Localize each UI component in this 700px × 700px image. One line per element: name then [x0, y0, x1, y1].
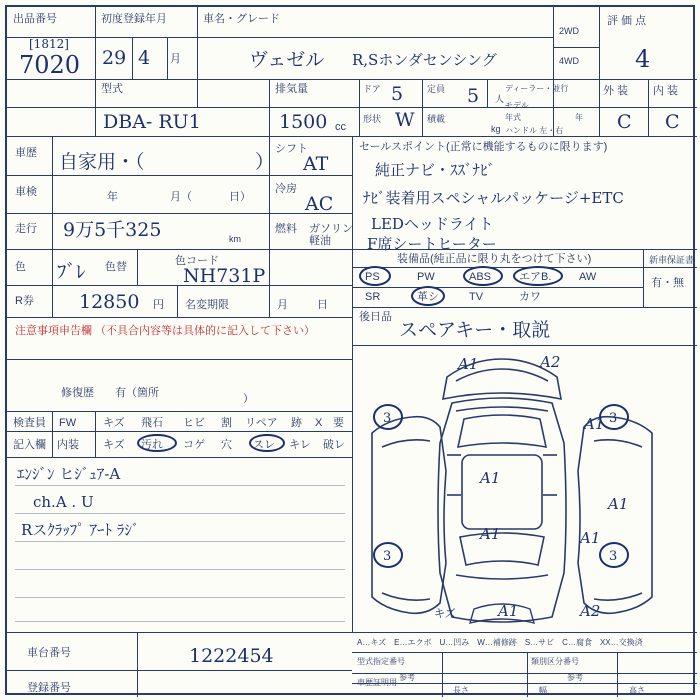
rule: [132, 37, 133, 79]
interior-ana[interactable]: 穴: [221, 439, 232, 451]
rule: [7, 411, 352, 412]
memo-rule: [15, 569, 345, 570]
svg-text:3: 3: [609, 411, 618, 426]
svg-text:3: 3: [609, 549, 618, 564]
rule: [643, 249, 644, 307]
circle-mark-abs: [463, 266, 503, 286]
after-date-value: スペアキー・取説: [399, 319, 551, 341]
rule: [442, 652, 443, 697]
color-label: 色: [15, 261, 26, 273]
year-unit: 年: [575, 113, 583, 122]
interior-kire[interactable]: キレ: [289, 439, 311, 451]
rule: [553, 47, 599, 48]
rating-label: 評 価 点: [607, 15, 647, 27]
grade-value: R,Sホンダセンシング: [352, 51, 497, 69]
svg-text:キズ: キズ: [434, 607, 456, 620]
circle-mark-sure: [249, 434, 285, 452]
sales-point-line: F席シートヒーター: [367, 235, 497, 253]
rule: [7, 79, 697, 80]
rule: [352, 287, 643, 288]
capacity-unit: 人: [495, 94, 505, 104]
memo-line: Rスｸﾗｯﾌﾟ ｱｰﾄ ﾗｼﾞ: [21, 521, 140, 539]
memo-rule: [15, 597, 345, 598]
car-history-label: 車歴: [15, 147, 37, 159]
inspection-day: 日）: [229, 191, 251, 203]
equipment-pw[interactable]: PW: [417, 271, 435, 283]
inspector-label: 検査員: [13, 417, 46, 429]
rule: [7, 249, 352, 250]
exhibit-no-label: 出品番号: [13, 13, 57, 25]
rule: [7, 359, 352, 360]
defect-ato[interactable]: 跡: [291, 417, 302, 429]
shift-label: シフト: [275, 143, 308, 155]
memo-rule: [15, 621, 345, 622]
model-label: モデル: [505, 101, 529, 110]
notes-title: 注意事項申告欄 （不具合内容等は具体的に記入して下さい）: [15, 325, 316, 337]
form-designation-label: 型式指定番号: [357, 657, 405, 666]
shape-label: 形状: [363, 114, 382, 124]
load-unit: kg: [491, 124, 501, 134]
rule: [7, 37, 553, 38]
class-no-value: 参考: [567, 673, 583, 682]
defect-wari[interactable]: 割: [221, 417, 232, 429]
registration-no-label: 登録番号: [27, 682, 71, 694]
rule: [527, 652, 528, 697]
interior-yabure[interactable]: 破レ: [323, 439, 345, 451]
rule: [553, 7, 554, 136]
memo-rule: [15, 513, 345, 514]
displacement-unit: cc: [335, 121, 346, 133]
inspection-label: 車検: [15, 186, 37, 198]
rule: [269, 79, 270, 136]
equipment-sr[interactable]: SR: [365, 291, 381, 303]
car-history-close: ）: [255, 151, 275, 173]
capacity-label: 定員: [427, 84, 446, 94]
interior-row-label: 内装: [57, 439, 79, 451]
car-history-value: 自家用・（: [59, 151, 145, 173]
rule: [422, 79, 423, 136]
inspection-month: 月（: [170, 191, 192, 203]
rule: [599, 79, 600, 136]
rule: [197, 7, 198, 107]
drive-2wd-label: 2WD: [559, 26, 579, 36]
mileage-value: 9万5千325: [63, 219, 162, 241]
equipment-ps[interactable]: PS: [365, 271, 380, 283]
warranty-yes-no[interactable]: 有・無: [651, 277, 684, 289]
shift-value: AT: [303, 153, 329, 175]
svg-text:3: 3: [383, 411, 392, 426]
defect-hibi-stone[interactable]: 飛石: [141, 417, 163, 429]
defect-kizu[interactable]: キズ: [103, 417, 125, 429]
fuel-label: 燃料: [275, 223, 297, 235]
interior-kizu[interactable]: キズ: [103, 439, 125, 451]
rule: [352, 307, 697, 308]
rule: [359, 79, 360, 136]
damage-mark: A1: [580, 529, 601, 547]
sales-point-line: LEDヘッドライト: [371, 215, 494, 233]
svg-text:3: 3: [383, 549, 392, 564]
rule: [95, 7, 96, 136]
car-damage-diagram: [352, 347, 697, 637]
equipment-aw[interactable]: AW: [579, 271, 597, 283]
exterior-value: C: [617, 111, 632, 133]
r-ticket-value: 12850: [79, 291, 140, 313]
dimension-length-label: 長さ: [453, 686, 469, 695]
rule: [167, 37, 168, 79]
fuel-gasoline-label: ガソリン: [309, 223, 353, 235]
rule: [648, 79, 649, 136]
rule: [7, 670, 352, 671]
dealer-label: ディーラー・並行: [505, 84, 569, 93]
fuel-diesel-label: 軽油: [309, 235, 331, 247]
equipment-kawa[interactable]: カワ: [519, 291, 541, 303]
year-label: 年式: [505, 113, 521, 122]
damage-mark: A1: [480, 469, 501, 487]
damage-mark: A1: [498, 602, 519, 620]
repair-history-label: 修復歴: [61, 387, 94, 399]
name-change-day: 日: [317, 299, 328, 311]
rule: [352, 652, 697, 653]
interior-label: 内 装: [653, 85, 679, 97]
memo-line: ch.A . U: [33, 493, 94, 511]
interior-value: C: [665, 111, 680, 133]
after-date-label: 後日品: [359, 311, 392, 323]
sales-point-line: 純正ナビ・ｽｽﾞﾅﾋﾞ: [375, 161, 496, 179]
type-value: DBA- RU1: [103, 111, 201, 133]
dimension-height-label: 高さ: [629, 686, 645, 695]
rule: [177, 285, 178, 317]
rule: [617, 652, 618, 697]
equipment-airbag[interactable]: エアB.: [519, 271, 552, 283]
first-registration-label: 初度登録年月: [101, 13, 167, 25]
exhibit-no-sub: [1812]: [29, 37, 69, 51]
rule: [7, 317, 352, 318]
interior-koge[interactable]: コゲ: [183, 439, 205, 451]
first-registration-month: 4: [138, 47, 151, 69]
displacement-label: 排気量: [275, 83, 308, 95]
drive-4wd-label: 4WD: [559, 56, 579, 66]
shape-value: W: [395, 109, 415, 131]
defect-you[interactable]: 要: [333, 417, 344, 429]
rating-value: 4: [635, 45, 651, 73]
rule: [599, 7, 600, 79]
type-label: 型式: [101, 83, 123, 95]
exhibit-no-value: 7020: [19, 51, 81, 79]
defect-hibi[interactable]: ヒビ: [183, 417, 205, 429]
color-code-label: 色コード: [175, 255, 219, 267]
rule: [487, 79, 488, 107]
rule: [269, 249, 270, 317]
inspector-fw-label: FW: [59, 417, 77, 429]
interior-sure[interactable]: スレ: [253, 439, 275, 451]
defect-repair[interactable]: リペア: [245, 417, 278, 429]
defect-x[interactable]: X: [315, 417, 323, 429]
ac-value: AC: [305, 193, 334, 215]
rule: [137, 249, 138, 285]
damage-mark: A1: [608, 495, 629, 513]
doors-value: 5: [391, 83, 404, 105]
r-ticket-label: R券: [15, 295, 34, 307]
form-designation-value: 参考: [399, 673, 415, 682]
yen-unit: 円: [153, 299, 164, 311]
class-no-label: 類別区分番号: [531, 657, 579, 666]
damage-mark: A2: [580, 602, 601, 620]
equipment-leather-seat[interactable]: 革シ: [417, 291, 439, 303]
damage-mark: A1: [480, 525, 501, 543]
ac-label: 冷房: [275, 183, 297, 195]
rule: [7, 431, 352, 432]
circle-mark-yogore: [137, 434, 177, 452]
memo-line: ｴﾝｼﾞﾝ ヒｼﾞｭｱ-A: [17, 465, 121, 483]
rule: [95, 411, 96, 457]
equipment-tv[interactable]: TV: [469, 291, 484, 303]
rule: [7, 457, 352, 458]
memo-rule: [15, 541, 345, 542]
repair-history-value: 有（箇所: [115, 387, 159, 399]
rule: [52, 411, 53, 457]
chassis-no-label: 車台番号: [27, 647, 71, 659]
name-change-label: 名変期限: [185, 299, 229, 311]
circle-mark-airbag: [513, 266, 563, 286]
rule: [7, 632, 352, 633]
rule: [7, 213, 352, 214]
interior-yogore[interactable]: 汚れ: [141, 439, 163, 451]
rule: [137, 632, 138, 697]
model-grade-label: 車名・グレード: [203, 13, 280, 25]
color-code-value: NH731P: [183, 265, 266, 287]
memo-rule: [15, 485, 345, 486]
equipment-title: 装備品(純正品に限り丸をつけて下さい): [397, 253, 592, 265]
rule: [352, 345, 697, 346]
proof-label: 車歴証明用: [357, 678, 397, 687]
capacity-value: 5: [467, 85, 480, 107]
circle-mark-ps: [359, 266, 391, 286]
displacement-value: 1500: [279, 111, 328, 133]
rule: [7, 107, 697, 108]
sales-point-line: ﾅﾋﾞ装着用スペシャルパッケージ+ETC: [363, 189, 624, 207]
month-unit: 月: [170, 53, 181, 65]
damage-mark: A1: [584, 415, 605, 433]
damage-mark: A1: [458, 355, 479, 373]
repair-history-close: ）: [243, 393, 254, 405]
auction-sheet: [5, 5, 695, 695]
doors-label: ドア: [363, 84, 381, 94]
entry-label: 記入欄: [13, 439, 46, 451]
equipment-abs[interactable]: ABS: [469, 271, 492, 283]
exterior-label: 外 装: [603, 85, 629, 97]
color-change-label: 色替: [105, 261, 127, 273]
damage-mark: A2: [540, 353, 561, 371]
new-car-warranty-label: 新車保証書: [649, 255, 695, 265]
rule: [7, 175, 352, 176]
sales-point-title: セールスポイント(正常に機能するものに限ります): [359, 141, 608, 153]
circle-mark-leather: [411, 286, 445, 306]
mileage-unit: km: [229, 234, 241, 244]
color-value: ﾌﾞﾚ: [57, 261, 86, 283]
name-change-month: 月: [277, 299, 288, 311]
legend-text: A…キズ E…エクボ U…凹み W…補修跡 S…サビ C…腐食 XX…交換済: [357, 638, 643, 647]
rule: [52, 136, 53, 317]
rule: [7, 285, 352, 286]
dimension-width-label: 幅: [539, 686, 547, 695]
model-name-value: ヴェゼル: [249, 49, 325, 71]
first-registration-year: 29: [102, 47, 127, 69]
load-label: 積載: [427, 114, 446, 124]
chassis-no-value: 1222454: [189, 645, 274, 667]
inspection-year: 年: [107, 191, 118, 203]
handle-label: ハンドル 左・右: [505, 126, 564, 135]
mileage-label: 走行: [15, 223, 37, 235]
